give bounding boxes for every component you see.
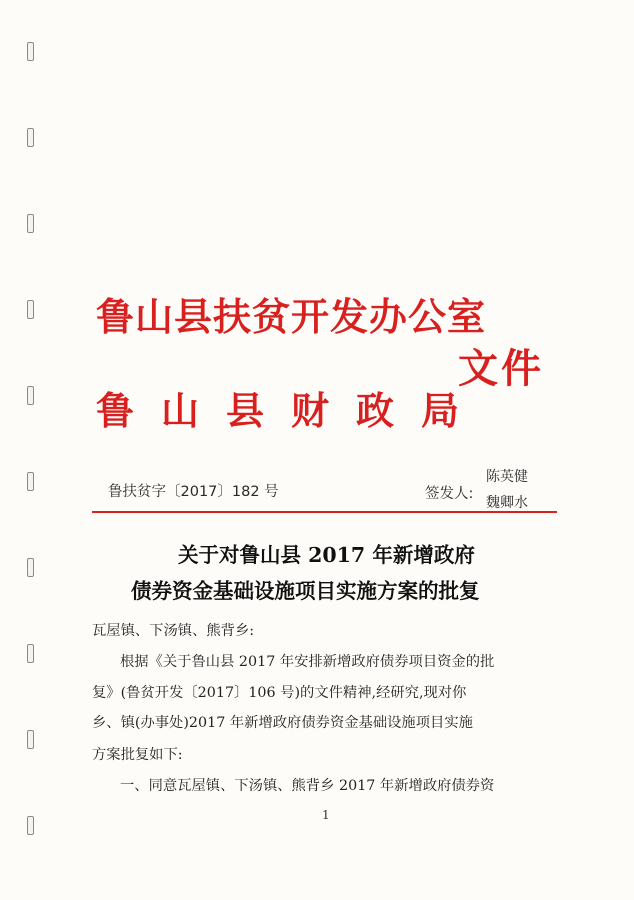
body-text-line: 复》(鲁贫开发〔2017〕106 号)的文件精神,经研究,现对你	[92, 685, 467, 701]
signer-name: 陈英健	[486, 469, 528, 485]
issuing-org-1: 鲁山县扶贫开发办公室	[96, 294, 487, 339]
binding-hole	[27, 730, 34, 749]
document-number: 鲁扶贫字〔2017〕182 号	[108, 484, 279, 500]
binding-hole	[27, 816, 34, 835]
binding-hole	[27, 300, 34, 319]
binding-hole	[27, 644, 34, 663]
binding-hole	[27, 386, 34, 405]
body-text-line: 乡、镇(办事处)2017 年新增政府债券资金基础设施项目实施	[92, 715, 473, 731]
signer-name: 魏卿水	[486, 495, 528, 511]
subject-title-line-2: 债券资金基础设施项目实施方案的批复	[131, 579, 480, 603]
signer-label: 签发人:	[425, 486, 474, 502]
body-text-line: 根据《关于鲁山县 2017 年安排新增政府债券项目资金的批	[120, 654, 495, 670]
addressee: 瓦屋镇、下汤镇、熊背乡:	[92, 623, 255, 639]
page-number: 1	[322, 808, 330, 822]
body-text-line: 一、同意瓦屋镇、下汤镇、熊背乡 2017 年新增政府债券资	[120, 778, 495, 794]
binding-hole	[27, 214, 34, 233]
binding-hole	[27, 558, 34, 577]
binding-hole	[27, 128, 34, 147]
body-text-line: 方案批复如下:	[92, 747, 183, 763]
issuing-org-2: 鲁山县财政局	[96, 388, 487, 433]
binding-hole	[27, 472, 34, 491]
binding-hole	[27, 42, 34, 61]
document-type-label: 文件	[458, 345, 544, 392]
header-divider-line	[92, 511, 557, 513]
subject-title-line-1: 关于对鲁山县 2017 年新增政府	[178, 543, 475, 567]
